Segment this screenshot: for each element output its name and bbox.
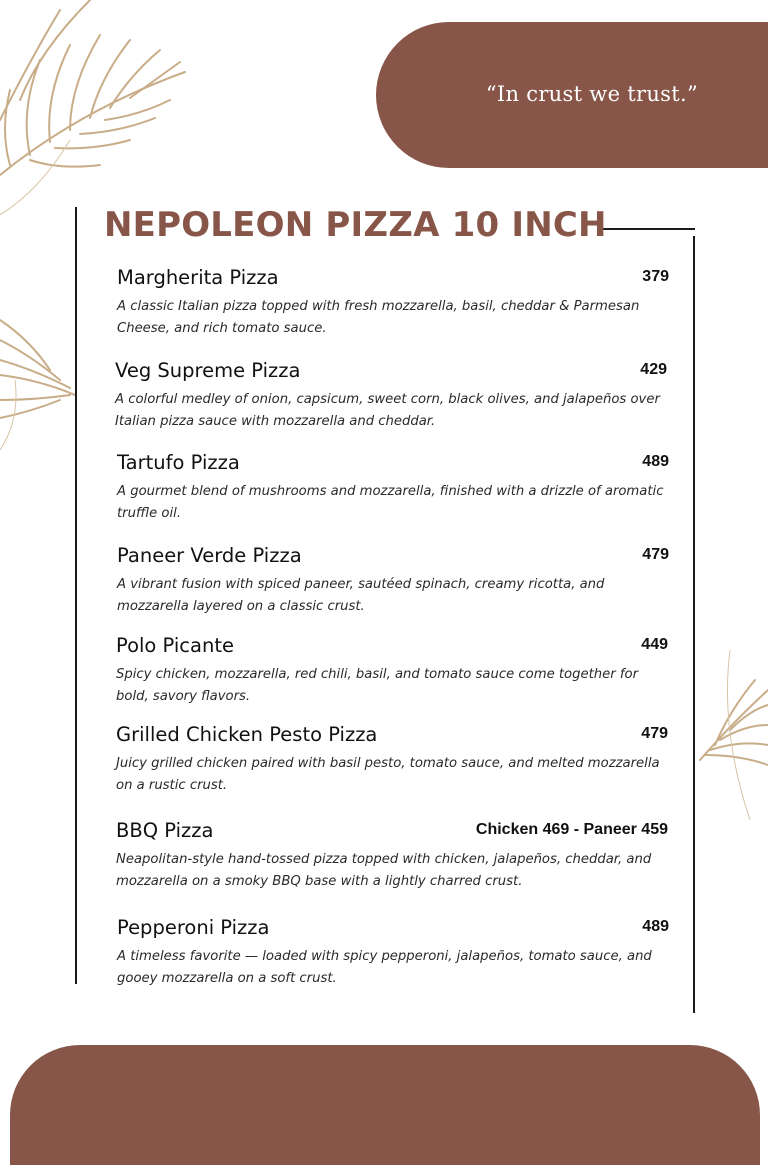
menu-item [117, 916, 669, 989]
item-price: 479 [641, 725, 668, 742]
item-description: Spicy chicken, mozzarella, red chili, basil, and tomato sauce come together for bold, savory flavors. [116, 667, 639, 704]
item-description: A gourmet blend of mushrooms and mozzarella, finished with a drizzle of aromatic truffle oil. [117, 484, 664, 521]
right-divider-line [693, 236, 695, 1013]
menu-item [115, 359, 667, 432]
item-name: Veg Supreme Pizza [115, 359, 301, 382]
menu-item [116, 819, 668, 892]
item-description: A colorful medley of onion, capsicum, sweet corn, black olives, and jalapeños over Italian pizza sauce with mozzarella and cheddar. [115, 392, 660, 429]
palm-leaf-icon [0, 0, 200, 215]
bottom-banner [10, 1045, 760, 1165]
item-name: Tartufo Pizza [117, 451, 240, 474]
title-rule [600, 228, 695, 230]
item-name: Paneer Verde Pizza [117, 544, 302, 567]
palm-leaf-icon [690, 650, 768, 820]
tagline: “In crust we trust.” [485, 82, 698, 106]
menu-item [117, 544, 669, 617]
item-name: Grilled Chicken Pesto Pizza [116, 723, 378, 746]
item-name: Polo Picante [116, 634, 234, 657]
menu-item [116, 634, 668, 707]
menu-item [117, 266, 669, 339]
item-price: Chicken 469 - Paneer 459 [475, 821, 668, 838]
item-price: 489 [642, 453, 669, 470]
item-price: 479 [642, 546, 669, 563]
item-price: 429 [640, 361, 667, 378]
menu-title: NEPOLEON PIZZA 10 INCH [104, 205, 607, 245]
item-name: Margherita Pizza [117, 266, 279, 289]
palm-leaf-icon [0, 300, 80, 450]
item-description: A timeless favorite — loaded with spicy pepperoni, jalapeños, tomato sauce, and gooey mozzarella on a soft crust. [117, 949, 652, 986]
item-name: Pepperoni Pizza [117, 916, 270, 939]
item-description: Neapolitan-style hand-tossed pizza topped with chicken, jalapeños, cheddar, and mozzarella on a smoky BBQ base with a lightly charred crust. [116, 852, 652, 889]
item-description: A vibrant fusion with spiced paneer, sautéed spinach, creamy ricotta, and mozzarella layered on a classic crust. [117, 577, 605, 614]
item-price: 489 [642, 918, 669, 935]
menu-item [116, 723, 668, 796]
item-name: BBQ Pizza [116, 819, 214, 842]
item-price: 379 [642, 268, 669, 285]
item-description: A classic Italian pizza topped with fresh mozzarella, basil, cheddar & Parmesan Cheese, and rich tomato sauce. [117, 299, 640, 336]
item-price: 449 [641, 636, 668, 653]
left-divider-line [75, 207, 77, 984]
menu-item [117, 451, 669, 524]
item-description: Juicy grilled chicken paired with basil pesto, tomato sauce, and melted mozzarella on a rustic crust. [116, 756, 660, 793]
